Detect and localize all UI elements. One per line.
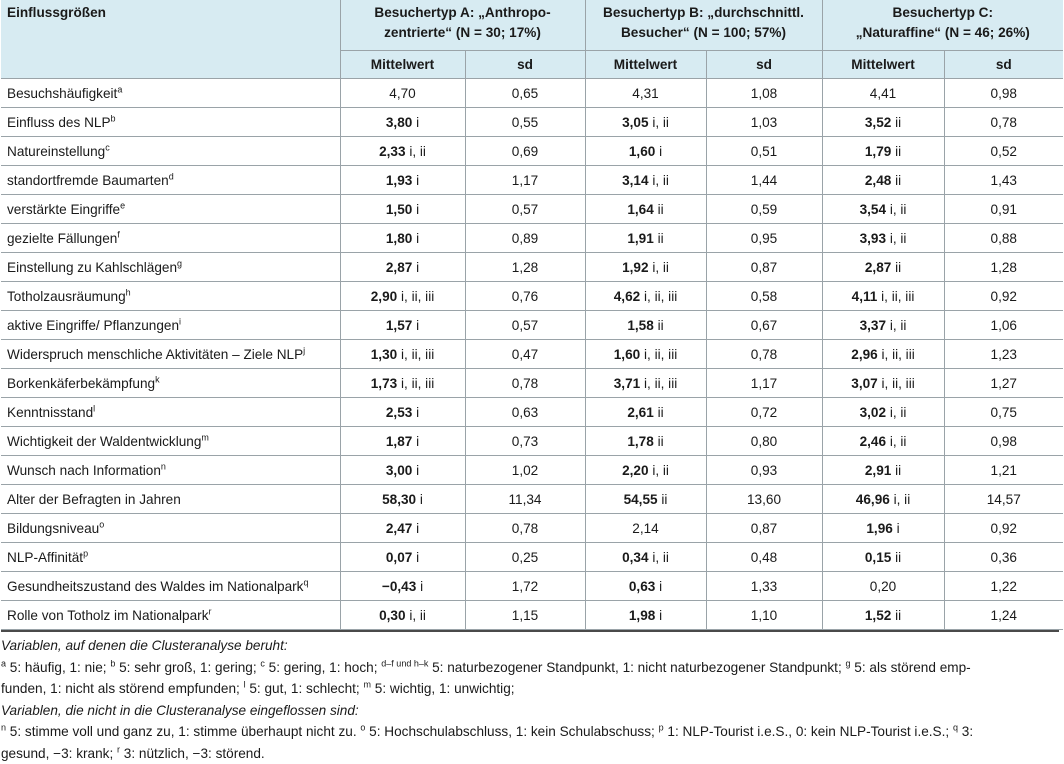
footnote-marker: l <box>244 679 246 689</box>
footnote-marker: a <box>117 84 122 94</box>
sd-b: 0,67 <box>706 311 822 340</box>
header-b-mittelwert: Mittelwert <box>585 51 706 79</box>
mittelwert-a: 1,73 i, ii, iii <box>340 369 465 398</box>
sd-c: 0,75 <box>944 398 1063 427</box>
mittelwert-a: 58,30 i <box>340 485 465 514</box>
table-row <box>1 456 1063 485</box>
mittelwert-a: 2,33 i, ii <box>340 137 465 166</box>
table-row <box>1 79 1063 108</box>
footnote-marker: g <box>846 658 851 668</box>
footnote-marker: k <box>155 374 160 384</box>
significance-mark: i, ii, iii <box>882 347 915 362</box>
significance-mark: i, ii <box>652 115 669 130</box>
note-text: gesund, −3: krank; <box>1 746 117 761</box>
notes-line <box>1 721 1059 743</box>
mittelwert-b: 0,63 i <box>585 572 706 601</box>
significance-mark: ii <box>895 115 901 130</box>
row-label: Wichtigkeit der Waldentwicklung$^m$ <box>1 427 340 456</box>
mittelwert-b: 1,92 i, ii <box>585 253 706 282</box>
sd-c: 0,98 <box>944 427 1063 456</box>
footnote-marker: d–f und h–k <box>381 658 428 668</box>
header-c-sd: sd <box>944 51 1063 79</box>
mittelwert-c: 3,07 i, ii, iii <box>822 369 944 398</box>
sd-a: 1,02 <box>465 456 585 485</box>
footnote-marker: c <box>260 658 265 668</box>
sd-c: 1,06 <box>944 311 1063 340</box>
mittelwert-a: 2,53 i <box>340 398 465 427</box>
row-label: Gesundheitszustand des Waldes im Nationalpark$^q$ <box>1 572 340 601</box>
sd-a: 0,63 <box>465 398 585 427</box>
significance-mark: i <box>416 260 419 275</box>
mittelwert-c: 2,48 ii <box>822 166 944 195</box>
sd-c: 0,78 <box>944 108 1063 137</box>
sd-b: 1,44 <box>706 166 822 195</box>
sd-b: 0,48 <box>706 543 822 572</box>
footnote-marker: i <box>179 316 181 326</box>
significance-mark: i, ii <box>894 492 911 507</box>
mittelwert-a: 1,80 i <box>340 224 465 253</box>
table-row <box>1 311 1063 340</box>
footnote-marker: h <box>126 287 131 297</box>
mittelwert-c: 1,79 ii <box>822 137 944 166</box>
mittelwert-b: 3,05 i, ii <box>585 108 706 137</box>
significance-mark: i, ii <box>652 260 669 275</box>
row-label: Wunsch nach Information$^n$ <box>1 456 340 485</box>
row-label: Widerspruch menschliche Aktivitäten – Ziele NLP$^j$ <box>1 340 340 369</box>
row-label: Alter der Befragten in Jahren <box>1 485 340 514</box>
mittelwert-a: 2,47 i <box>340 514 465 543</box>
mittelwert-b: 3,14 i, ii <box>585 166 706 195</box>
mittelwert-b: 0,34 i, ii <box>585 543 706 572</box>
row-label: gezielte Fällungen$^f$ <box>1 224 340 253</box>
sd-a: 1,15 <box>465 601 585 630</box>
sd-c: 1,28 <box>944 253 1063 282</box>
table-row <box>1 398 1063 427</box>
sd-b: 1,08 <box>706 79 822 108</box>
notes-line <box>1 743 1059 764</box>
significance-mark: i, ii, iii <box>881 289 914 304</box>
note-text: 5: sehr groß, 1: gering; <box>115 660 260 675</box>
row-label: verstärkte Eingriffe$^e$ <box>1 195 340 224</box>
note-text: 3: <box>958 724 973 739</box>
header-b-sd: sd <box>706 51 822 79</box>
note-text: 3: nützlich, −3: störend. <box>120 746 265 761</box>
significance-mark: i, ii, iii <box>401 347 434 362</box>
significance-mark: ii <box>658 231 664 246</box>
sd-a: 1,17 <box>465 166 585 195</box>
mittelwert-b: 1,60 i <box>585 137 706 166</box>
table-row <box>1 340 1063 369</box>
footnote-marker: q <box>953 722 958 732</box>
significance-mark: i, ii <box>652 173 669 188</box>
note-text: 5: Hochschulabschluss, 1: kein Schulabschuss; <box>365 724 658 739</box>
sd-c: 1,27 <box>944 369 1063 398</box>
mittelwert-b: 2,20 i, ii <box>585 456 706 485</box>
mittelwert-c: 2,91 ii <box>822 456 944 485</box>
sd-a: 0,25 <box>465 543 585 572</box>
significance-mark: i <box>416 231 419 246</box>
significance-mark: i <box>416 318 419 333</box>
significance-mark: i, ii, iii <box>401 376 434 391</box>
sd-a: 0,57 <box>465 195 585 224</box>
footnote-marker: l <box>93 403 95 413</box>
note-text: 5: wichtig, 1: unwichtig; <box>371 681 515 696</box>
table-notes <box>1 630 1059 764</box>
row-label: Einfluss des NLP$^b$ <box>1 108 340 137</box>
sd-c: 0,98 <box>944 79 1063 108</box>
note-text: 5: gering, 1: hoch; <box>265 660 381 675</box>
significance-mark: ii <box>895 463 901 478</box>
mittelwert-c: 3,37 i, ii <box>822 311 944 340</box>
sd-b: 13,60 <box>706 485 822 514</box>
mittelwert-a: −0,43 i <box>340 572 465 601</box>
mittelwert-c: 0,15 ii <box>822 543 944 572</box>
note-text: 5: naturbezogener Standpunkt, 1: nicht naturbezogener Standpunkt; <box>428 660 845 675</box>
footnote-marker: o <box>99 519 104 529</box>
significance-mark: i <box>659 608 662 623</box>
mittelwert-a: 1,30 i, ii, iii <box>340 340 465 369</box>
significance-mark: ii <box>658 405 664 420</box>
sd-c: 0,52 <box>944 137 1063 166</box>
mittelwert-b: 3,71 i, ii, iii <box>585 369 706 398</box>
table-row <box>1 253 1063 282</box>
significance-mark: i, ii <box>890 434 907 449</box>
note-text: 5: als störend emp- <box>851 660 971 675</box>
significance-mark: i, ii, iii <box>882 376 915 391</box>
significance-mark: ii <box>658 434 664 449</box>
significance-mark: i, ii <box>890 202 907 217</box>
row-label: Besuchshäufigkeit$^a$ <box>1 79 340 108</box>
row-label: Natureinstellung$^c$ <box>1 137 340 166</box>
sd-a: 1,28 <box>465 253 585 282</box>
mittelwert-b: 54,55 ii <box>585 485 706 514</box>
mittelwert-c: 4,41 <box>822 79 944 108</box>
footnote-marker: b <box>111 113 116 123</box>
notes-line <box>1 678 1059 700</box>
footnote-marker: e <box>120 200 125 210</box>
sd-a: 0,55 <box>465 108 585 137</box>
footnote-marker: p <box>83 548 88 558</box>
notes-heading-cluster: Variablen, auf denen die Clusteranalyse beruht: <box>1 635 1059 657</box>
note-text: 1: NLP-Tourist i.e.S., 0: kein NLP-Tourist i.e.S.; <box>664 724 953 739</box>
mittelwert-c: 3,54 i, ii <box>822 195 944 224</box>
significance-mark: i, ii <box>409 144 426 159</box>
significance-mark: i <box>420 579 423 594</box>
footnote-marker: o <box>360 722 365 732</box>
mittelwert-b: 1,60 i, ii, iii <box>585 340 706 369</box>
sd-a: 0,78 <box>465 369 585 398</box>
table-row <box>1 601 1063 630</box>
sd-a: 0,65 <box>465 79 585 108</box>
sd-c: 1,43 <box>944 166 1063 195</box>
header-a-mittelwert: Mittelwert <box>340 51 465 79</box>
footnote-marker: q <box>303 577 308 587</box>
sd-c: 14,57 <box>944 485 1063 514</box>
significance-mark: i <box>659 144 662 159</box>
mittelwert-c: 4,11 i, ii, iii <box>822 282 944 311</box>
mittelwert-c: 3,52 ii <box>822 108 944 137</box>
significance-mark: ii <box>895 173 901 188</box>
significance-mark: i <box>659 579 662 594</box>
significance-mark: i <box>416 550 419 565</box>
sd-a: 11,34 <box>465 485 585 514</box>
note-text: funden, 1: nicht als störend empfunden; <box>1 681 244 696</box>
sd-a: 0,76 <box>465 282 585 311</box>
row-label: Kenntnisstand$^l$ <box>1 398 340 427</box>
sd-b: 1,33 <box>706 572 822 601</box>
row-label: standortfremde Baumarten$^d$ <box>1 166 340 195</box>
footnote-marker: a <box>1 658 6 668</box>
significance-mark: i, ii, iii <box>644 376 677 391</box>
sd-a: 0,78 <box>465 514 585 543</box>
mittelwert-a: 3,00 i <box>340 456 465 485</box>
mittelwert-c: 46,96 i, ii <box>822 485 944 514</box>
significance-mark: ii <box>895 608 901 623</box>
mittelwert-a: 1,57 i <box>340 311 465 340</box>
sd-b: 1,03 <box>706 108 822 137</box>
sd-b: 0,87 <box>706 514 822 543</box>
sd-b: 0,80 <box>706 427 822 456</box>
row-label: Borkenkäferbekämpfung$^k$ <box>1 369 340 398</box>
sd-b: 0,58 <box>706 282 822 311</box>
mittelwert-a: 1,87 i <box>340 427 465 456</box>
sd-b: 1,10 <box>706 601 822 630</box>
table-body <box>1 79 1063 630</box>
significance-mark: i <box>420 492 423 507</box>
footnote-marker: n <box>161 461 166 471</box>
mittelwert-c: 2,87 ii <box>822 253 944 282</box>
table-row <box>1 543 1063 572</box>
sd-a: 0,57 <box>465 311 585 340</box>
header-group-a: Besuchertyp A: „Anthropo- zentrierte“ (N = 30; 17%) <box>340 0 585 51</box>
note-text: 5: stimme voll und ganz zu, 1: stimme überhaupt nicht zu. <box>6 724 360 739</box>
significance-mark: i, ii <box>409 608 426 623</box>
mittelwert-b: 4,31 <box>585 79 706 108</box>
table-row <box>1 427 1063 456</box>
table-row <box>1 572 1063 601</box>
mittelwert-c: 3,93 i, ii <box>822 224 944 253</box>
sd-c: 0,92 <box>944 514 1063 543</box>
table-row <box>1 485 1063 514</box>
mittelwert-b: 2,61 ii <box>585 398 706 427</box>
sd-a: 0,89 <box>465 224 585 253</box>
mittelwert-c: 0,20 <box>822 572 944 601</box>
header-group-c: Besuchertyp C: „Naturaffine“ (N = 46; 26%) <box>822 0 1063 51</box>
mittelwert-c: 1,96 i <box>822 514 944 543</box>
sd-b: 0,87 <box>706 253 822 282</box>
table-row <box>1 108 1063 137</box>
significance-mark: i <box>897 521 900 536</box>
header-c-mittelwert: Mittelwert <box>822 51 944 79</box>
note-text: 5: gut, 1: schlecht; <box>246 681 364 696</box>
significance-mark: i <box>416 115 419 130</box>
header-einflussgroessen: Einflussgrößen <box>1 0 340 79</box>
mittelwert-b: 1,98 i <box>585 601 706 630</box>
mittelwert-b: 4,62 i, ii, iii <box>585 282 706 311</box>
significance-mark: i, ii <box>890 231 907 246</box>
notes-line <box>1 657 1059 679</box>
mittelwert-a: 1,93 i <box>340 166 465 195</box>
mittelwert-b: 1,58 ii <box>585 311 706 340</box>
footnote-marker: r <box>209 606 212 616</box>
results-table <box>1 0 1063 630</box>
table-row <box>1 369 1063 398</box>
header-a-sd: sd <box>465 51 585 79</box>
significance-mark: i <box>416 173 419 188</box>
significance-mark: ii <box>658 318 664 333</box>
row-label: Einstellung zu Kahlschlägen$^g$ <box>1 253 340 282</box>
table-row <box>1 137 1063 166</box>
mittelwert-b: 2,14 <box>585 514 706 543</box>
notes-heading-not-cluster: Variablen, die nicht in die Clusteranalyse eingeflossen sind: <box>1 700 1059 722</box>
sd-a: 0,69 <box>465 137 585 166</box>
mittelwert-a: 0,30 i, ii <box>340 601 465 630</box>
table-row <box>1 282 1063 311</box>
significance-mark: ii <box>895 550 901 565</box>
significance-mark: ii <box>895 144 901 159</box>
row-label: NLP-Affinität$^p$ <box>1 543 340 572</box>
significance-mark: i, ii <box>890 405 907 420</box>
sd-b: 0,59 <box>706 195 822 224</box>
mittelwert-a: 3,80 i <box>340 108 465 137</box>
row-label: Bildungsniveau$^o$ <box>1 514 340 543</box>
mittelwert-b: 1,78 ii <box>585 427 706 456</box>
footnote-marker: m <box>363 679 371 689</box>
note-text: 5: häufig, 1: nie; <box>6 660 110 675</box>
footnote-marker: b <box>110 658 115 668</box>
sd-c: 1,23 <box>944 340 1063 369</box>
footnote-marker: f <box>117 229 120 239</box>
significance-mark: i, ii <box>652 463 669 478</box>
table-row <box>1 224 1063 253</box>
mittelwert-b: 1,91 ii <box>585 224 706 253</box>
mittelwert-a: 2,90 i, ii, iii <box>340 282 465 311</box>
mittelwert-c: 3,02 i, ii <box>822 398 944 427</box>
footnote-marker: r <box>117 744 120 754</box>
table-row <box>1 195 1063 224</box>
sd-c: 0,36 <box>944 543 1063 572</box>
row-label: aktive Eingriffe/ Pflanzungen$^i$ <box>1 311 340 340</box>
mittelwert-c: 2,46 i, ii <box>822 427 944 456</box>
footnote-marker: p <box>659 722 664 732</box>
significance-mark: i <box>416 463 419 478</box>
mittelwert-a: 4,70 <box>340 79 465 108</box>
significance-mark: ii <box>895 260 901 275</box>
footnote-marker: d <box>169 171 174 181</box>
header-group-b: Besuchertyp B: „durchschnittl. Besucher“ (N = 100; 57%) <box>585 0 822 51</box>
sd-c: 1,21 <box>944 456 1063 485</box>
sd-b: 0,72 <box>706 398 822 427</box>
significance-mark: i <box>416 202 419 217</box>
footnote-marker: c <box>105 142 110 152</box>
footnote-marker: j <box>303 345 305 355</box>
mittelwert-b: 1,64 ii <box>585 195 706 224</box>
sd-b: 1,17 <box>706 369 822 398</box>
sd-c: 1,22 <box>944 572 1063 601</box>
sd-b: 0,51 <box>706 137 822 166</box>
mittelwert-a: 0,07 i <box>340 543 465 572</box>
footnote-marker: m <box>201 432 209 442</box>
significance-mark: i, ii <box>890 318 907 333</box>
mittelwert-c: 1,52 ii <box>822 601 944 630</box>
mittelwert-a: 2,87 i <box>340 253 465 282</box>
table-row <box>1 514 1063 543</box>
row-label: Rolle von Totholz im Nationalpark$^r$ <box>1 601 340 630</box>
sd-b: 0,95 <box>706 224 822 253</box>
significance-mark: i <box>416 521 419 536</box>
significance-mark: i, ii, iii <box>401 289 434 304</box>
sd-a: 0,73 <box>465 427 585 456</box>
sd-b: 0,78 <box>706 340 822 369</box>
footnote-marker: n <box>1 722 6 732</box>
mittelwert-a: 1,50 i <box>340 195 465 224</box>
mittelwert-c: 2,96 i, ii, iii <box>822 340 944 369</box>
significance-mark: i, ii, iii <box>644 289 677 304</box>
significance-mark: i <box>416 405 419 420</box>
footnote-marker: g <box>177 258 182 268</box>
sd-c: 0,91 <box>944 195 1063 224</box>
significance-mark: i, ii, iii <box>644 347 677 362</box>
significance-mark: i, ii <box>652 550 669 565</box>
significance-mark: ii <box>658 202 664 217</box>
significance-mark: ii <box>661 492 667 507</box>
sd-c: 1,24 <box>944 601 1063 630</box>
sd-c: 0,92 <box>944 282 1063 311</box>
table-row <box>1 166 1063 195</box>
sd-a: 1,72 <box>465 572 585 601</box>
sd-c: 0,88 <box>944 224 1063 253</box>
sd-b: 0,93 <box>706 456 822 485</box>
row-label: Totholzausräumung$^h$ <box>1 282 340 311</box>
significance-mark: i <box>416 434 419 449</box>
sd-a: 0,47 <box>465 340 585 369</box>
